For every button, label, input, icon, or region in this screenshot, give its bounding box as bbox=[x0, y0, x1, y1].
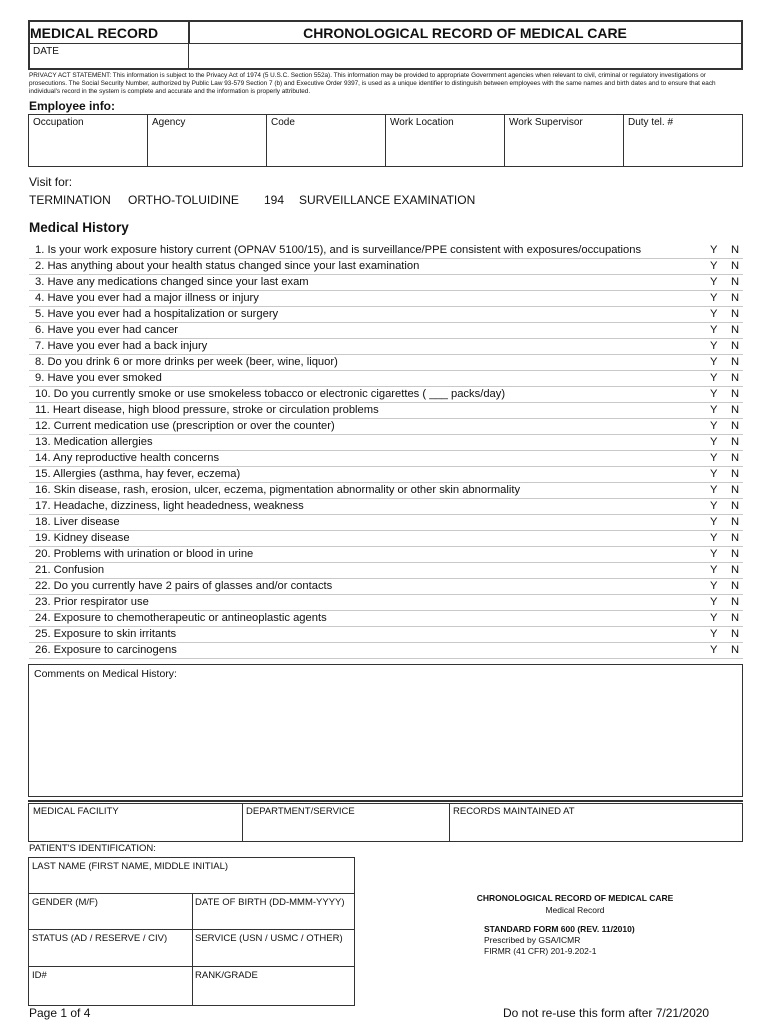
no-option[interactable]: N bbox=[731, 548, 740, 560]
question-text: 22. Do you currently have 2 pairs of glasses and/or contacts bbox=[35, 580, 333, 592]
question-text: 5. Have you ever had a hospitalization or surgery bbox=[35, 308, 279, 320]
facility-top-rule bbox=[28, 800, 743, 802]
question-row bbox=[29, 355, 743, 371]
question-row bbox=[29, 563, 743, 579]
visit-code: 194 bbox=[264, 193, 285, 207]
no-option[interactable]: N bbox=[731, 612, 740, 624]
yes-option[interactable]: Y bbox=[710, 468, 718, 480]
question-text: 23. Prior respirator use bbox=[35, 596, 149, 608]
question-row bbox=[29, 291, 743, 307]
question-row bbox=[29, 643, 743, 659]
no-option[interactable]: N bbox=[731, 372, 740, 384]
no-option[interactable]: N bbox=[731, 260, 740, 272]
yes-option[interactable]: Y bbox=[710, 532, 718, 544]
question-text: 4. Have you ever had a major illness or injury bbox=[35, 292, 259, 304]
no-option[interactable]: N bbox=[731, 340, 740, 352]
no-option[interactable]: N bbox=[731, 388, 740, 400]
question-text: 17. Headache, dizziness, light headedness, weakness bbox=[35, 500, 304, 512]
chronological-record-title: CHRONOLOGICAL RECORD OF MEDICAL CARE bbox=[303, 25, 627, 41]
question-text: 21. Confusion bbox=[35, 564, 105, 576]
question-row bbox=[29, 371, 743, 387]
work-location-label: Work Location bbox=[390, 117, 454, 128]
status-label: STATUS (AD / RESERVE / CIV) bbox=[32, 933, 168, 944]
header-rule bbox=[28, 43, 743, 44]
yes-option[interactable]: Y bbox=[710, 564, 718, 576]
question-text: 8. Do you drink 6 or more drinks per week (beer, wine, liquor) bbox=[35, 356, 338, 368]
no-option[interactable]: N bbox=[731, 516, 740, 528]
question-row bbox=[29, 579, 743, 595]
question-row bbox=[29, 419, 743, 435]
question-text: 18. Liver disease bbox=[35, 516, 120, 528]
question-row bbox=[29, 547, 743, 563]
question-row bbox=[29, 611, 743, 627]
yes-option[interactable]: Y bbox=[710, 500, 718, 512]
no-option[interactable]: N bbox=[731, 308, 740, 320]
medical-record-title: MEDICAL RECORD bbox=[30, 25, 159, 41]
duty-tel-field[interactable] bbox=[624, 115, 742, 166]
yes-option[interactable]: Y bbox=[710, 356, 718, 368]
yes-option[interactable]: Y bbox=[710, 372, 718, 384]
yes-option[interactable]: Y bbox=[710, 404, 718, 416]
dob-label: DATE OF BIRTH (DD-MMM-YYYY) bbox=[195, 897, 345, 908]
question-text: 24. Exposure to chemotherapeutic or antineoplastic agents bbox=[35, 612, 327, 624]
no-option[interactable]: N bbox=[731, 644, 740, 656]
id-field[interactable] bbox=[29, 967, 191, 1005]
question-row bbox=[29, 627, 743, 643]
question-row bbox=[29, 307, 743, 323]
employee-info-label: Employee info: bbox=[29, 99, 116, 113]
no-option[interactable]: N bbox=[731, 420, 740, 432]
no-option[interactable]: N bbox=[731, 356, 740, 368]
no-option[interactable]: N bbox=[731, 404, 740, 416]
date-divider bbox=[188, 43, 189, 70]
no-option[interactable]: N bbox=[731, 452, 740, 464]
question-row bbox=[29, 339, 743, 355]
id-label: ID# bbox=[32, 970, 47, 981]
yes-option[interactable]: Y bbox=[710, 596, 718, 608]
reuse-notice: Do not re-use this form after 7/21/2020 bbox=[503, 1006, 710, 1020]
question-row bbox=[29, 275, 743, 291]
no-option[interactable]: N bbox=[731, 276, 740, 288]
yes-option[interactable]: Y bbox=[710, 612, 718, 624]
records-label: RECORDS MAINTAINED AT bbox=[453, 806, 575, 817]
no-option[interactable]: N bbox=[731, 628, 740, 640]
service-label: SERVICE (USN / USMC / OTHER) bbox=[195, 933, 343, 944]
yes-option[interactable]: Y bbox=[710, 292, 718, 304]
no-option[interactable]: N bbox=[731, 484, 740, 496]
visit-exam: SURVEILLANCE EXAMINATION bbox=[299, 193, 476, 207]
question-text: 9. Have you ever smoked bbox=[35, 372, 162, 384]
question-text: 6. Have you ever had cancer bbox=[35, 324, 179, 336]
question-row bbox=[29, 483, 743, 499]
firmr-reference: FIRMR (41 CFR) 201-9.202-1 bbox=[484, 946, 597, 956]
question-text: 13. Medication allergies bbox=[35, 436, 153, 448]
no-option[interactable]: N bbox=[731, 532, 740, 544]
agency-label: Agency bbox=[152, 117, 186, 128]
question-row bbox=[29, 467, 743, 483]
patient-identification-label: PATIENT'S IDENTIFICATION: bbox=[29, 843, 156, 854]
occupation-label: Occupation bbox=[33, 117, 84, 128]
yes-option[interactable]: Y bbox=[710, 548, 718, 560]
question-row bbox=[29, 435, 743, 451]
visit-type: TERMINATION bbox=[29, 193, 111, 207]
question-row bbox=[29, 531, 743, 547]
no-option[interactable]: N bbox=[731, 596, 740, 608]
question-text: 2. Has anything about your health status changed since your last examination bbox=[35, 260, 420, 272]
question-text: 7. Have you ever had a back injury bbox=[35, 340, 208, 352]
work-supervisor-label: Work Supervisor bbox=[509, 117, 583, 128]
agency-field[interactable] bbox=[148, 115, 267, 166]
yes-option[interactable]: Y bbox=[710, 484, 718, 496]
question-text: 19. Kidney disease bbox=[35, 532, 130, 544]
question-row bbox=[29, 595, 743, 611]
department-label: DEPARTMENT/SERVICE bbox=[246, 806, 355, 817]
question-row bbox=[29, 259, 743, 275]
occupation-field[interactable] bbox=[29, 115, 148, 166]
question-text: 25. Exposure to skin irritants bbox=[35, 628, 177, 640]
question-text: 26. Exposure to carcinogens bbox=[35, 644, 177, 656]
prescribed-by: Prescribed by GSA/ICMR bbox=[484, 935, 581, 945]
question-text: 10. Do you currently smoke or use smokeless tobacco or electronic cigarettes ( ___ packs/day) bbox=[35, 388, 506, 400]
yes-option[interactable]: Y bbox=[710, 308, 718, 320]
no-option[interactable]: N bbox=[731, 500, 740, 512]
no-option[interactable]: N bbox=[731, 324, 740, 336]
yes-option[interactable]: Y bbox=[710, 260, 718, 272]
date-field[interactable] bbox=[30, 56, 186, 68]
question-text: 15. Allergies (asthma, hay fever, eczema) bbox=[35, 468, 241, 480]
question-text: 12. Current medication use (prescription or over the counter) bbox=[35, 420, 335, 432]
duty-tel-label: Duty tel. # bbox=[628, 117, 674, 128]
question-text: 16. Skin disease, rash, erosion, ulcer, eczema, pigmentation abnormality or other skin abnormality bbox=[35, 484, 521, 496]
question-row bbox=[29, 515, 743, 531]
medical-history-title: Medical History bbox=[29, 220, 129, 235]
comments-field[interactable] bbox=[28, 664, 743, 797]
yes-option[interactable]: Y bbox=[710, 436, 718, 448]
yes-option[interactable]: Y bbox=[710, 340, 718, 352]
question-row bbox=[29, 451, 743, 467]
yes-option[interactable]: Y bbox=[710, 628, 718, 640]
standard-form-number: STANDARD FORM 600 (REV. 11/2010) bbox=[484, 924, 635, 934]
yes-option[interactable]: Y bbox=[710, 452, 718, 464]
last-name-label: LAST NAME (FIRST NAME, MIDDLE INITIAL) bbox=[32, 861, 229, 872]
question-text: 14. Any reproductive health concerns bbox=[35, 452, 220, 464]
privacy-act-statement: PRIVACY ACT STATEMENT: This information is subject to the Privacy Act of 1974 (5 U.S.C. Section 552a). This information may be provided to appropriate Government agencies when relevant to civil, criminal or regulatory investigations or prosecutions. The Social Security Number, authorized by Public Law 93-579 Section 7 (b) and Executive Order 9397, is used as a unique identifier to distinguish between employees with the same names and birth dates and to ensure that each individual's record in the system is complete and accurate and the information is properly attributed. bbox=[29, 72, 716, 95]
no-option[interactable]: N bbox=[731, 564, 740, 576]
no-option[interactable]: N bbox=[731, 436, 740, 448]
gender-label: GENDER (M/F) bbox=[32, 897, 98, 908]
yes-option[interactable]: Y bbox=[710, 276, 718, 288]
yes-option[interactable]: Y bbox=[710, 644, 718, 656]
question-row bbox=[29, 243, 743, 259]
no-option[interactable]: N bbox=[731, 244, 740, 256]
yes-option[interactable]: Y bbox=[710, 324, 718, 336]
yes-option[interactable]: Y bbox=[710, 244, 718, 256]
yes-option[interactable]: Y bbox=[710, 388, 718, 400]
question-text: 1. Is your work exposure history current (OPNAV 5100/15), and is surveillance/PPE consistent with exposures/occupations bbox=[35, 244, 642, 256]
question-text: 20. Problems with urination or blood in urine bbox=[35, 548, 254, 560]
code-label: Code bbox=[271, 117, 295, 128]
yes-option[interactable]: Y bbox=[710, 516, 718, 528]
no-option[interactable]: N bbox=[731, 292, 740, 304]
question-row bbox=[29, 387, 743, 403]
visit-agent: ORTHO-TOLUIDINE bbox=[128, 193, 239, 207]
date-field-label: DATE bbox=[33, 46, 59, 57]
yes-option[interactable]: Y bbox=[710, 420, 718, 432]
work-location-field[interactable] bbox=[386, 115, 505, 166]
no-option[interactable]: N bbox=[731, 468, 740, 480]
medical-facility-label: MEDICAL FACILITY bbox=[33, 806, 119, 817]
rank-label: RANK/GRADE bbox=[195, 970, 258, 981]
question-row bbox=[29, 403, 743, 419]
work-supervisor-field[interactable] bbox=[505, 115, 624, 166]
question-row bbox=[29, 323, 743, 339]
comments-label: Comments on Medical History: bbox=[34, 668, 177, 680]
code-field[interactable] bbox=[267, 115, 386, 166]
question-text: 3. Have any medications changed since your last exam bbox=[35, 276, 309, 288]
question-text: 11. Heart disease, high blood pressure, stroke or circulation problems bbox=[35, 404, 379, 416]
no-option[interactable]: N bbox=[731, 580, 740, 592]
form-subtitle: Medical Record bbox=[545, 905, 605, 915]
page-number: Page 1 of 4 bbox=[29, 1006, 91, 1020]
question-row bbox=[29, 499, 743, 515]
visit-for-label: Visit for: bbox=[29, 175, 73, 189]
yes-option[interactable]: Y bbox=[710, 580, 718, 592]
form-title: CHRONOLOGICAL RECORD OF MEDICAL CARE bbox=[476, 893, 674, 903]
